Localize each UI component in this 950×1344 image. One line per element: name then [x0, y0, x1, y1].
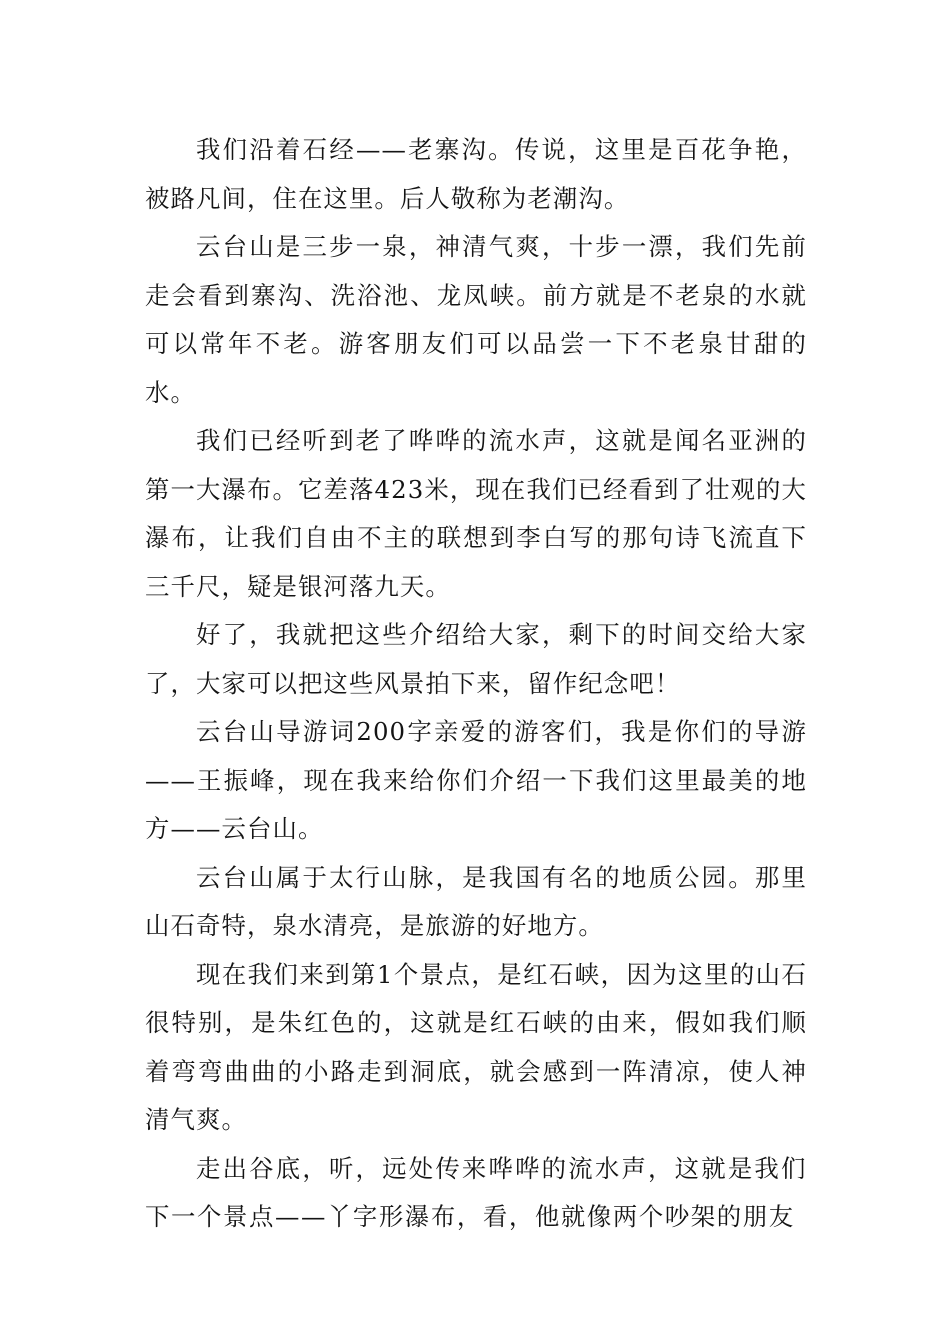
- document-body: [145, 126, 807, 1242]
- paragraph-2: 云台山是三步一泉，神清气爽，十步一漂，我们先前走会看到寨沟、洗浴池、龙凤峡。前方就是不老泉的水就可以常年不老。游客朋友们可以品尝一下不老泉甘甜的水。: [145, 232, 807, 407]
- paragraph-5: 云台山导游词200字亲爱的游客们，我是你们的导游——王振峰，现在我来给你们介绍一下我们这里最美的地方——云台山。: [145, 717, 807, 843]
- paragraph-6: 云台山属于太行山脉，是我国有名的地质公园。那里山石奇特，泉水清亮，是旅游的好地方。: [145, 862, 807, 940]
- paragraph-3: 我们已经听到老了哗哗的流水声，这就是闻名亚洲的第一大瀑布。它差落423米，现在我们已经看到了壮观的大瀑布，让我们自由不主的联想到李白写的那句诗飞流直下三千尺，疑是银河落九天。: [145, 426, 807, 601]
- paragraph-7: 现在我们来到第1个景点，是红石峡，因为这里的山石很特别，是朱红色的，这就是红石峡的由来，假如我们顺着弯弯曲曲的小路走到洞底，就会感到一阵清凉，使人神清气爽。: [145, 959, 807, 1134]
- paragraph-4: 好了，我就把这些介绍给大家，剩下的时间交给大家了，大家可以把这些风景拍下来，留作纪念吧！: [145, 620, 807, 698]
- paragraph-1: 我们沿着石经——老寨沟。传说，这里是百花争艳，被路凡间，住在这里。后人敬称为老潮沟。: [145, 135, 807, 213]
- paragraph-8: 走出谷底，听，远处传来哗哗的流水声，这就是我们下一个景点——丫字形瀑布，看，他就像两个吵架的朋友: [145, 1153, 807, 1231]
